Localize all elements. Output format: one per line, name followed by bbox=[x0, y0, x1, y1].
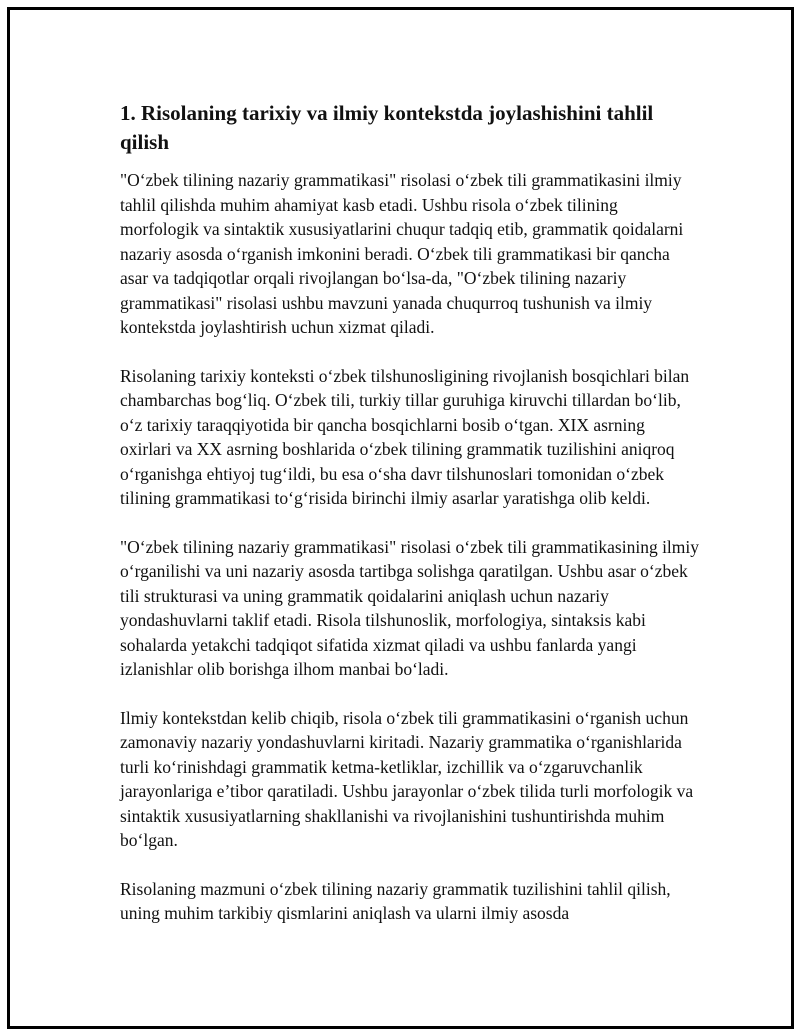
paragraph-2: Risolaning tarixiy konteksti o‘zbek tilshunosligining rivojlanish bosqichlari bilan chambarchas bog‘liq. O‘zbek tili, turkiy tillar guruhiga kiruvchi tillardan bo‘lib, o‘z tarixiy taraqqiyotida bir qancha bosqichlarni bosib o‘tgan. XIX asrning oxirlari va XX asrning boshlarida o‘zbek tilining grammatik tuzilishini aniqroq o‘rganishga ehtiyoj tug‘ildi, bu esa o‘sha davr tilshunoslari tomonidan o‘zbek tilining grammatikasi to‘g‘risida birinchi ilmiy asarlar yaratishga olib keldi. bbox=[120, 365, 690, 508]
paragraph-5: Risolaning mazmuni o‘zbek tilining nazariy grammatik tuzilishini tahlil qilish, uning muhim tarkibiy qismlarini aniqlash va ularni ilmiy asosda bbox=[120, 878, 671, 923]
page-frame bbox=[7, 7, 794, 1029]
paragraph-1: "O‘zbek tilining nazariy grammatikasi" risolasi o‘zbek tili grammatikasini ilmiy tahlil qilishda muhim ahamiyat kasb etadi. Ushbu risola o‘zbek tilining morfologik va sintaktik xususiyatlarini chuqur tadqiq etib, grammatik qoidalarni nazariy asosda o‘rganish imkonini beradi. O‘zbek tili grammatikasi bir qancha asar va tadqiqotlar orqali rivojlangan bo‘lsa-da, "O‘zbek tilining nazariy grammatikasi" risolasi ushbu mavzuni yanada chuqurroq tushunish va ilmiy kontekstda joylashtirish uchun xizmat qiladi. bbox=[120, 170, 684, 337]
document-body bbox=[120, 99, 700, 950]
paragraph-4: Ilmiy kontekstdan kelib chiqib, risola o‘zbek tili grammatikasini o‘rganish uchun zamonaviy nazariy yondashuvlarni kiritadi. Nazariy grammatika o‘rganishlarida turli ko‘rinishdagi grammatik ketma-ketliklar, izchillik va o‘zgaruvchanlik jarayonlariga e’tibor qaratiladi. Ushbu jarayonlar o‘zbek tilida turli morfologik va sintaktik xususiyatlarning shakllanishi va rivojlanishini tushuntirishda muhim bo‘lgan. bbox=[120, 707, 694, 850]
section-heading: 1. Risolaning tarixiy va ilmiy kontekstda joylashishini tahlil qilish bbox=[120, 101, 654, 154]
paragraph-3: "O‘zbek tilining nazariy grammatikasi" risolasi o‘zbek tili grammatikasining ilmiy o‘rganilishi va uni nazariy asosda tartibga solishga qaratilgan. Ushbu asar o‘zbek tili strukturasi va uning grammatik qoidalarini aniqlash uchun nazariy yondashuvlarni taklif etadi. Risola tilshunoslik, morfologiya, sintaksis kabi sohalarda yetakchi tadqiqot sifatida xizmat qiladi va ushbu fanlarda yangi izlanishlar olib borishga ilhom manbai bo‘ladi. bbox=[120, 536, 700, 679]
